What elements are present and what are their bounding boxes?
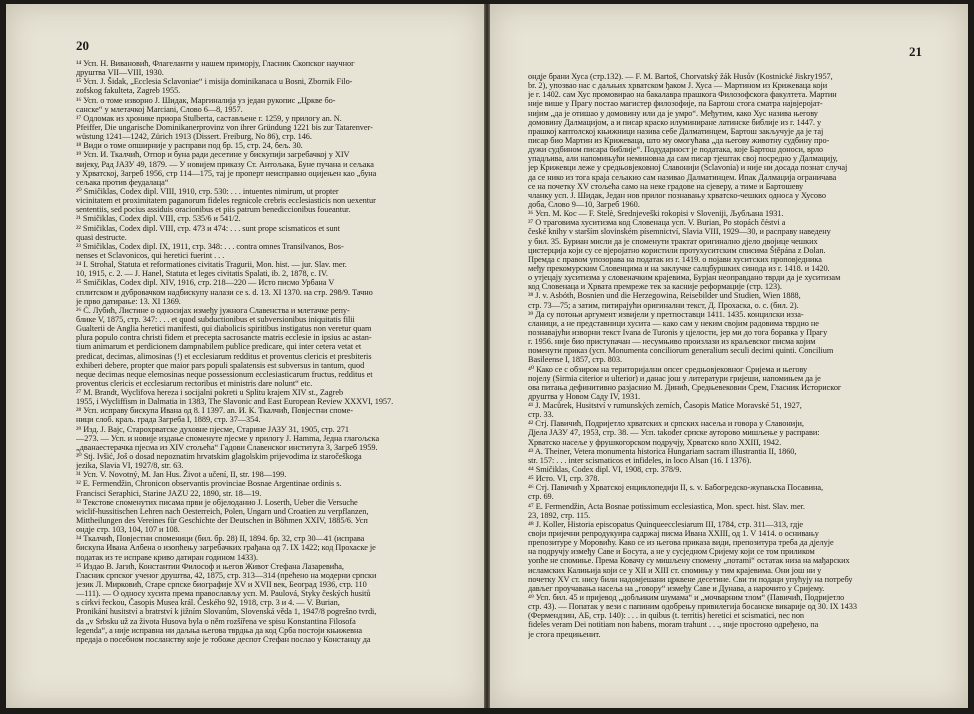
footnote-line: ¹⁵ Усп. J. Šidak, „Ecclesia Sclavoniae“ i misija dominikanaca u Bosni, Zbornik Filo- [76, 77, 353, 87]
footnote-line: ¹⁹ Усп. И. Ткалчић, Отпор и буна ради десетине у бискупији загребачкој у XIV [76, 150, 350, 160]
footnote-line: 23, 1892, стр. 115. [528, 510, 591, 520]
footnote-line: tium animarum et perdicionem dampnabilem publice predicare, qui inter cetera vetat et [76, 342, 362, 352]
footnote-line: ⁴³ A. Theiner, Vetera monumenta historica Hungariam sacram illustrantia II, 1860, [528, 446, 797, 456]
footnote-line: дужи судбином писара библије“. Подударност је података, које Бартош доноси, врло [528, 145, 824, 155]
footnote-line: ²⁹ Изд. J. Вајс, Старохрватске духовне пјесме, Старине ЈАЗУ 31, 1905, стр. 271 [76, 424, 349, 434]
footnote-line: ³⁹ Да су потоњи аргумент извијели у претпоставци 1411. 1435. концилски изза- [528, 309, 804, 319]
footnote-line: str. 157: . . . inter scismaticos et infideles, in loco Alsan (16. I 1376). [528, 455, 752, 465]
footnote-line: упадљива, али напомињући неминовна да сам писар тјештак свој посредно у Далмацију, [528, 154, 838, 164]
footnote-line: ³¹ Усп. V. Novotný, M. Jan Hus. Život a učení, II, str. 198—199. [76, 470, 287, 480]
footnote-line: о утјецају хуситизма у словеначким крајевима, Бурјан неоправдано тврди да је хуситизам [528, 273, 841, 283]
footnote-line: ²⁸ Усп. исправу бискупа Ивана од 8. I 1397. an. И. К. Ткалчић, Повјестни споме- [76, 406, 353, 416]
footnote-line: ондје стр. 103, 104, 107 и 108. [76, 525, 180, 535]
footnote-line: Pronikání husitství a bratrství k jižním Slovanům, Slovenská věda 1, 1947/8 pogrešno tvrdi, [76, 607, 377, 617]
footnote-line: код Словенаца и Хрвата премреже тек за касније реформације (стр. 123). [528, 282, 782, 292]
footnote-line: br. 2), упозвао нас с даљњих хрватском ђаком J. Хуса — Мартином из Крижеваца који [528, 81, 828, 91]
footnote-line: ³⁷ О траговима хуситизма код Словенаца усп. V. Burian, Po stopách čéstvi a [528, 218, 786, 228]
footnote-line: писар био Мартин из Крижеваца, што му омогућава „да његову животну судбину про- [528, 135, 830, 145]
footnote-line: цистерција који су се вјероjатно користили протухуситским списима Štěpána z Dolan. [528, 245, 826, 255]
footnote-line: појелу (Sirmia citerior и ulterior) и данас још у литератури гријеши, напомињем да је [528, 373, 821, 383]
footnote-line: препозитуре у Моровићу. Како се из његова приказа види, препозитура треба да дјелује [528, 538, 834, 548]
footnote-line: ³² E. Fermendžin, Chronicon observantis provinciae Bosnae Argentinae ordinis s. [76, 479, 342, 489]
left-page-footnotes [76, 59, 466, 644]
footnote-line: ²² Smičiklas, Codex dipl. VIII, стр. 473 и 474: . . . sunt prope scismaticos et sunt [76, 223, 340, 233]
left-page [6, 4, 484, 708]
footnote-line: Mittheilungen des Vereines für Geschichte der Deutschen in Böhmen XXIV, 1885/6. Усп [76, 516, 368, 526]
footnote-line: међу прекомурским Словенцима и на заклучке салцбуршких синода из г. 1418. и 1420. [528, 263, 830, 273]
footnote-line: да се нико из тога краја сељакио сам називао Далматинцем. Ипак Далмација ограничава [528, 172, 837, 182]
footnote-line: —111). — О односу хусита према православљу усп. M. Paulová, Styky českých husitů [76, 589, 371, 599]
footnote-line: ⁴⁴ Smičiklas, Codex dipl. VI, 1908, стр. 378/9. [528, 465, 682, 475]
footnote-line: нијим „да је отишао у домовину или да је умро“. Међутим, како Хус назива његову [528, 108, 818, 118]
footnote-line: ¹⁷ Одломак из хронике приора Stulberta, састављене г. 1259, у прилогу an. N. [76, 113, 342, 123]
footnote-line: ондје брани Хуса (стр.132). — F. M. Bartoš, Chorvatský žák Husův (Kostnické Jiskry1957, [528, 72, 833, 81]
footnote-line: nenses et Sclavonicos, qui heretici fuerint . . . [76, 250, 225, 260]
footnote-line: ⁴⁶ Стј. Павичић у Хрватској енциклопедији II, s. v. Бабогредско-жупањска Посавина, [528, 483, 824, 493]
footnote-line: дављег проучавања насеља на „говору“ између Саве и Дунава, а нарочито у Сријему. [528, 583, 825, 593]
footnote-line: Хрватско насеље у фрушкогорском подручју, Хрватско коло XXIII, 1942. [528, 437, 782, 447]
footnote-line: ⁴⁵ Исто. VI, стр. 378. [528, 474, 600, 484]
footnote-line: стр. 33. [528, 410, 554, 420]
footnote-line: fideles veram Dei notitiam non habens, moram trahunt . . ., није простоно одређено, па [528, 620, 819, 630]
footnote-line: wüstung 1241—1242, Zürich 1913 (Dissert. Freiburg, No 86), стр. 146. [76, 132, 312, 142]
footnote-line: ²⁵ Smičiklas, Codex dipl. XIV, 1916, стр. 218—220 — Исто писмо Урбана V [76, 278, 335, 288]
footnote-line: —273. — Усп. и новије издање споменуте пјесме у прилогу J. Hamma, Једна глагољска [76, 433, 380, 443]
footnote-line: ²⁴ I. Strohal, Statuta et reformationes civitatis Tragurii, Mon. hist. — jur. Slav. mer. [76, 260, 347, 270]
footnote-line: ²³ Smičiklas, Codex dipl. IX, 1911, стр. 348: . . . contra omnes Transilvanos, Bos- [76, 241, 344, 251]
footnote-line: ³⁶ Усп. М. Кос — F. Stelè, Srednjeveški rokopisi v Sloveniji, Љубљана 1931. [528, 209, 784, 219]
footnote-line: ова питања дефинитивно разјаснио М. Динић, Средњевековни Срем, Гласник Историског [528, 382, 842, 392]
footnote-line: стр. 73—75; а затим, питирајући оригинални текст, Д. Прохаска, о. с. (бил. 2). [528, 300, 799, 310]
footnote-line: у Хрватској, Загреб 1956, стр 114—175, тај је проперт неисправно оцијењен као „буна [76, 168, 377, 178]
footnote-line: г. 1956. није био приступачан — несумњиво произлази из краљевског писма којим [528, 337, 816, 347]
footnote-line: предаја о посебном посланству које је тобоже деспот Стефан послао у Констанцу да [76, 634, 371, 644]
footnote-line: ⁴⁹ Усп. бил. 45 и пријевод „добљиким шумама“ и „мочварним тлом“ (Павичић, Подријетло [528, 593, 845, 603]
footnote-line: „дванаестерачка пјесма из XIV стољећа“ Гадови Славенског института 3, Загреб 1959. [76, 442, 378, 452]
footnote-line: поменути приказ (усп. Monumenta conciliorum generalium seculi decimi quinti. Concilium [528, 346, 834, 356]
footnote-line: ¹⁶ Усп. о томе изворно J. Шидак, Маргиналија уз један рукопис „Цркве бо- [76, 95, 336, 105]
footnote-line: wiclif-hussitischen Lehren nach Oesterreich, Polen, Ungarn und Croatien zu verpflanzen, [76, 506, 369, 516]
footnote-line: прашкој каптолској књижници назива себе Далматинцем, Бартош закључује да је тај [528, 126, 824, 136]
footnote-line: вијеку, Рад ЈАЗУ 49, 1879. — У новијем приказу Ст. Антољака, Буне пучана и сељака [76, 159, 374, 169]
footnote-line: ⁴⁷ E. Fermendžin, Acta Bosnae potissimum ecclesiastica, Mon. spect. hist. Slav. mer. [528, 501, 805, 511]
footnote-line: своји пријечни репродукуира садржај писма Ивана XXIII, од 1. V 1414. о оснивању [528, 529, 819, 539]
footnote-line: почетку XV ст. нису били надомјешани црквене десетине. Сви ти подаци упућују на потребу [528, 574, 853, 584]
footnote-line: české knihy v starším slovinském písemnictví, Slavia VIII, 1929—30, и расправу наведену [528, 227, 831, 237]
footnote-line: стр. 43). — Попатак у вези с папиним одобрењу привилегија босанске викарије од 30. IX 1433 [528, 602, 857, 612]
footnote-line: sententiis, sed pocius assiduis oracionibus et piis patrum benediccionibus foueantur. [76, 205, 351, 215]
footnote-line: proventus clericis et ecclesiarum rectoribus et ministris dare nolunt“ etc. [76, 378, 313, 388]
footnote-line: neque decimas neque elemosinas neque possessionum ecclesiasticarum fructus, redditus et [76, 369, 373, 379]
footnote-line: ⁴⁸ J. Koller, Historia episcopatus Quinqueecclesiarum III, 1784, стр. 311—313, гдје [528, 519, 804, 529]
right-page-number: 21 [909, 44, 922, 59]
footnote-line: plura populo contra christi fidem et precepta sacrosancte matris ecclesie in ipsius ac astan- [76, 333, 372, 343]
left-page-number: 20 [76, 38, 89, 53]
footnote-line: на подручју између Саве и Босута, а не у сусједном Сријему који се том приликом [528, 547, 815, 557]
footnote-line: zofskog fakulteta, Zagreb 1955. [76, 86, 181, 96]
footnote-line: сланици, а не представници хусита — како сам у неким својим радовима тврдио не [528, 318, 819, 328]
footnote-line: ³⁴ Ткалчић, Повјестни споменици (бил. бр. 28) II, 1894. бр. 32, стр 30—41 (исправа [76, 534, 365, 544]
footnote-line: ²⁶ Ć. Лубић, Листине о односијах између јужнога Славенства и млетачке репу- [76, 305, 350, 315]
footnote-line: da „v Srbsku už za života Husova byla o něm rozšířena ve spisu Konstantina Filosofa [76, 616, 356, 626]
footnote-line: је прво датирање: 13. XI 1369. [76, 296, 181, 306]
footnote-line: jezika, Slavia VI, 1927/8, str. 63. [76, 461, 184, 471]
footnote-line: друштва у Новом Саду IV, 1931. [528, 391, 641, 401]
footnote-line: стр. 69. [528, 492, 554, 502]
footnote-line: сељака против феудалаца“ [76, 177, 169, 187]
footnote-line: није више у Прагу постао магистер филозофије, па Бартош стога сматра највјеројат- [528, 99, 823, 109]
footnote-line: ²⁷ M. Brandt, Wyclifova hereza i socijalni pokreti u Splitu krajem XIV st., Zagreb [76, 388, 344, 398]
footnote-line: (Фермендзин, АБ, стр. 140): . . . in quibus (t. territis) heretici et scismatici, nec non [528, 611, 805, 621]
footnote-line: ³³ Текстове споменутих писама први је објелоданио J. Loserth, Ueber die Versuche [76, 497, 358, 507]
footnote-line: legenda“, а није исправна ни даљња његова тврдња да код Срба постоји књижевна [76, 625, 363, 635]
footnote-line: чланку усп. J. Шидак, Један нов прилог познавању хрватско-чешких односа у Хусово [528, 190, 826, 200]
footnote-line: Премда с правом упозорава на податак из г. 1419. о појави хуситских проповједника [528, 254, 822, 264]
footnote-line: quasi destructe. [76, 232, 127, 242]
footnote-line: је г. 1402. сам Хус промовирао на бакалавра прашкога Филозофскога факултета. Мартин [528, 90, 837, 100]
footnote-line: Pfeiffer, Die ungarische Dominikanerprovinz von ihrer Gründung 1221 bis zur Tatarenver- [76, 122, 373, 132]
footnote-line: ²¹ Smičiklas, Codex dipl. VIII, стр. 535/6 и 541/2. [76, 214, 241, 224]
footnote-line: ³⁸ J. v. Asbóth, Bosnien und die Herzegowina, Reisebilder und Studien, Wien 1888, [528, 291, 801, 301]
footnote-line: ници слоб. краљ. града Загреба I, 1889, стр. 37—354. [76, 415, 261, 425]
footnote-line: ²⁰ Smičiklas, Codex dipl. VIII, 1910, стр. 530: . . . intuentes nimirum, ut propter [76, 186, 339, 196]
footnote-line: ⁴¹ J. Macůrek, Husitství v rumunských zemích, Časopis Matice Moravské 51, 1927, [528, 401, 802, 411]
footnote-line: домовину Далмацијом, а и писар краско илуминиране латинске библије из г. 1447. у [528, 117, 822, 127]
footnote-line: Дјела ЈАЗУ 47, 1953, стр. 38. — Усп. također српске ауторово мишљење у расправи: [528, 428, 820, 438]
footnote-line: исламских Калињиja који се у XII и XIII ст. спомињу у тим крајевима. Они још ни у [528, 565, 822, 575]
footnote-line: ¹⁸ Види о томе опширније у расправи под бр. 15, стр. 24, бељ. 30. [76, 141, 303, 151]
footnote-line: vicinitatem et proximitatem paganorum fideles regnicole crebris ecclesiasticis non uexentur [76, 196, 376, 206]
footnote-line: доба, Слово 9—10, Загреб 1960. [528, 199, 640, 209]
footnote-line: податак из те исправе криво датиран годином 1433). [76, 552, 259, 562]
footnote-line: се на почетку XV стољећа само на неке градове на сјеверу, а тиме и Бартошеву [528, 181, 804, 191]
footnote-line: 1955, i Wycliffism in Dalmatia in 1383, The Slavonic and East European Review XXXVI, 1957. [76, 397, 394, 407]
footnote-line: Gualterii de Anglia heretici manifesti, qui diabolicis spiritibus instigatus non veretur quam [76, 324, 372, 334]
footnote-line: познавајући изворни текст Ivana de Turonis у цјелости, јер ми до тога боравка у Прагу [528, 327, 828, 337]
footnote-line: Гласник српског ученог друштва, 42, 1875, стр. 313—314 (прећено на модерни српски [76, 570, 377, 580]
footnote-line: друштва VII—VIII, 1930. [76, 68, 164, 78]
footnote-line: уопће не спомиње. Према Ковачу су мишљену спомену „потаmi“ остатак низа на мађарских [528, 556, 850, 566]
footnote-line: predicat, decimas, alimosinas (!) et ecclesiarum redditus et proventus clericis et presbiteris [76, 351, 372, 361]
footnote-line: exhiberi debere, propter que maior pars populi spalatensis est subversus in tantum, quod [76, 360, 365, 370]
footnote-line: ³⁵ Издао В. Јагић, Константин Философ и његов Живот Стефана Лазаревића, [76, 561, 344, 571]
right-page [490, 4, 968, 708]
footnote-line: јер Крижевци леже у средњовјековној Славонији (Sclavonia) и није ни досада познат случај [528, 163, 848, 173]
footnote-line: ¹⁴ Усп. Н. Вивановић, Флагеланти у нашем приморју, Гласник Скопског научног [76, 59, 355, 68]
footnote-line: бискупа Ивана Албена о изопћењу загребачких грађана од 7. IX 1422; код Прохаске је [76, 543, 376, 553]
footnote-line: санске“ у млетачкој Marciani, Слово 6—8, 1957. [76, 104, 243, 114]
footnote-line: језик Л. Мирковић, Старе српске биографије XV и XVII век, Београд 1936, стр. 110 [76, 580, 367, 590]
footnote-line: је стога прецињенит. [528, 629, 601, 639]
footnote-line: сплитском и дубровачком надбискупу налази се s. d. 13. XI 1370. на стр. 298/9. Тачно [76, 287, 373, 297]
footnote-line: у бил. 35. Буриан мисли да је споменути трактат оригинално дјело двојице чешких [528, 236, 818, 246]
footnote-line: 10, 1915, с. 2. — J. Hanel, Statuta et leges civitatis Spalati, ib. 2, 1878, c. IV. [76, 269, 328, 279]
footnote-line: s církvi řeckou, Časopis Musea král. Českého 92, 1918, стр. 3 и 4. — V. Burian, [76, 598, 340, 608]
footnote-line: блике V, 1875, стр. 347: . . . et quod subductionibus et subversionibus iniquitatis filii [76, 314, 355, 324]
footnote-line: ⁴² Стј. Павичић, Подријетло хрватских и српских насеља и говора у Славонији, [528, 419, 804, 429]
footnote-line: ³⁰ Stj. Ivšić, Još o dosad nepoznatim hrvatskim glagolskim prijevodima iz staročeškoga [76, 452, 362, 462]
footnote-line: Basileense I, 1857, стр. 803. [528, 355, 622, 365]
footnote-line: ⁴⁰ Како се с обзиром на територијални опсег средњовјековног Сријема и његову [528, 364, 808, 374]
footnote-line: Francisci Seraphici, Starine JAZU 22, 1890, str. 18—19. [76, 488, 262, 498]
right-page-footnotes [528, 72, 928, 639]
